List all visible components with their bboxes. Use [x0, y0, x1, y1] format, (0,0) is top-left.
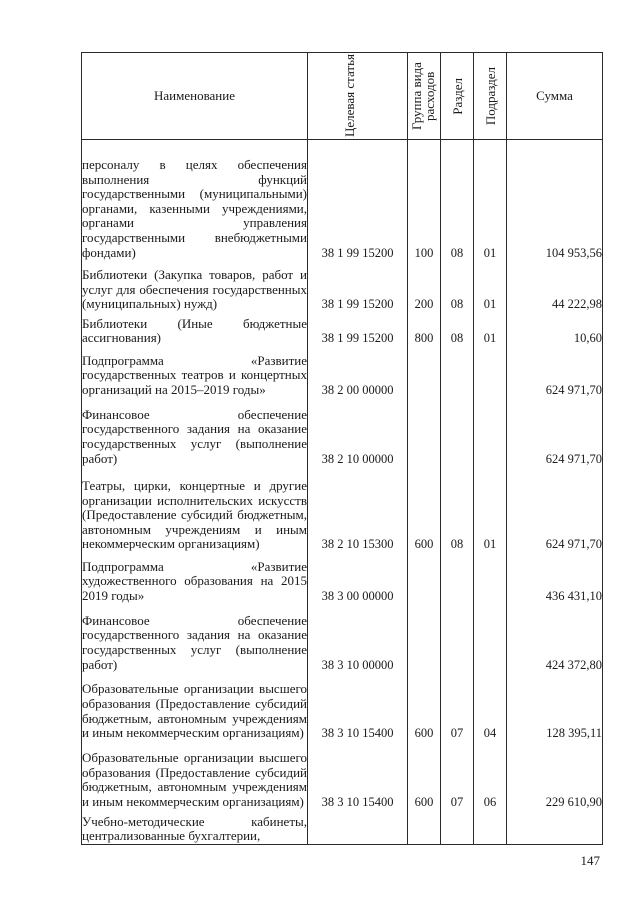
row-target: 38 3 10 00000: [308, 604, 408, 673]
row-sum: 624 971,70: [507, 346, 603, 397]
row-group: 600: [408, 672, 441, 741]
row-subsection: 01: [474, 140, 507, 261]
page-number: 147: [580, 853, 600, 868]
row-subsection: [474, 398, 507, 467]
row-subsection: [474, 809, 507, 844]
row-name: Театры, цирки, концертные и другие организации исполнительских искусств (Предоставление субсидий бюджетным, автономным учреждениям и иным некоммерческим организациям): [82, 466, 308, 552]
row-sum: 44 222,98: [507, 260, 603, 311]
row-sum: 10,60: [507, 312, 603, 346]
table-row: [82, 672, 603, 741]
row-target: 38 1 99 15200: [308, 312, 408, 346]
header-row: [82, 53, 603, 140]
header-section: Раздел: [441, 53, 474, 140]
row-sum: 104 953,56: [507, 140, 603, 261]
row-target: 38 2 10 15300: [308, 466, 408, 552]
row-subsection: [474, 552, 507, 603]
table-row: [82, 140, 603, 261]
table-row: [82, 260, 603, 311]
row-section: 07: [441, 741, 474, 810]
row-subsection: 01: [474, 260, 507, 311]
row-sum: 424 372,80: [507, 604, 603, 673]
row-name: Подпрограмма «Развитие художественного образования на 2015 2019 годы»: [82, 552, 308, 603]
row-name: Учебно-методические кабинеты, централизованные бухгалтерии,: [82, 809, 308, 844]
row-section: 08: [441, 260, 474, 311]
header-group: Группа вида расходов: [408, 53, 441, 140]
table-row: [82, 312, 603, 346]
row-target: 38 1 99 15200: [308, 140, 408, 261]
row-group: [408, 604, 441, 673]
table-row: [82, 741, 603, 810]
header-target: Целевая статья: [308, 53, 408, 140]
row-group: 800: [408, 312, 441, 346]
row-group: 600: [408, 466, 441, 552]
row-subsection: 04: [474, 672, 507, 741]
row-section: 08: [441, 466, 474, 552]
row-section: 08: [441, 140, 474, 261]
row-subsection: [474, 346, 507, 397]
row-target: 38 1 99 15200: [308, 260, 408, 311]
row-name: Финансовое обеспечение государственного задания на оказание государственных услуг (выполнение работ): [82, 604, 308, 673]
row-sum: 128 395,11: [507, 672, 603, 741]
table-row: [82, 398, 603, 467]
row-sum: [507, 809, 603, 844]
row-group: [408, 398, 441, 467]
row-group: [408, 552, 441, 603]
row-sum: 229 610,90: [507, 741, 603, 810]
row-name: Образовательные организации высшего образования (Предоставление субсидий бюджетным, автономным учреждениям и иным некоммерческим организациям): [82, 741, 308, 810]
row-target: 38 2 00 00000: [308, 346, 408, 397]
header-subsection: Подраздел: [474, 53, 507, 140]
row-section: 07: [441, 672, 474, 741]
table-row: [82, 552, 603, 603]
row-group: 100: [408, 140, 441, 261]
row-name: персоналу в целях обеспечения выполнения функций государственными (муниципальными) органами, казенными учреждениями, органами управления государственными внебюджетными фондами): [82, 140, 308, 261]
table-row: [82, 604, 603, 673]
row-name: Библиотеки (Закупка товаров, работ и услуг для обеспечения государственных (муниципальных) нужд): [82, 260, 308, 311]
row-target: 38 3 00 00000: [308, 552, 408, 603]
row-name: Подпрограмма «Развитие государственных театров и концертных организаций на 2015–2019 годы»: [82, 346, 308, 397]
row-group: [408, 346, 441, 397]
table-row: [82, 466, 603, 552]
header-name: Наименование: [82, 53, 308, 140]
row-subsection: 06: [474, 741, 507, 810]
budget-table: [81, 52, 603, 845]
row-sum: 436 431,10: [507, 552, 603, 603]
row-name: Образовательные организации высшего образования (Предоставление субсидий бюджетным, автономным учреждениям и иным некоммерческим организациям): [82, 672, 308, 741]
row-section: [441, 604, 474, 673]
row-group: 200: [408, 260, 441, 311]
row-section: [441, 346, 474, 397]
row-subsection: 01: [474, 466, 507, 552]
row-section: [441, 398, 474, 467]
row-sum: 624 971,70: [507, 398, 603, 467]
row-section: [441, 809, 474, 844]
row-subsection: 01: [474, 312, 507, 346]
row-target: 38 2 10 00000: [308, 398, 408, 467]
row-group: 600: [408, 741, 441, 810]
row-section: 08: [441, 312, 474, 346]
row-subsection: [474, 604, 507, 673]
row-target: 38 3 10 15400: [308, 741, 408, 810]
table-row: [82, 346, 603, 397]
row-name: Финансовое обеспечение государственного задания на оказание государственных услуг (выполнение работ): [82, 398, 308, 467]
row-section: [441, 552, 474, 603]
row-name: Библиотеки (Иные бюджетные ассигнования): [82, 312, 308, 346]
table-row: [82, 809, 603, 844]
row-target: [308, 809, 408, 844]
row-sum: 624 971,70: [507, 466, 603, 552]
header-sum: Сумма: [507, 53, 603, 140]
row-group: [408, 809, 441, 844]
row-target: 38 3 10 15400: [308, 672, 408, 741]
